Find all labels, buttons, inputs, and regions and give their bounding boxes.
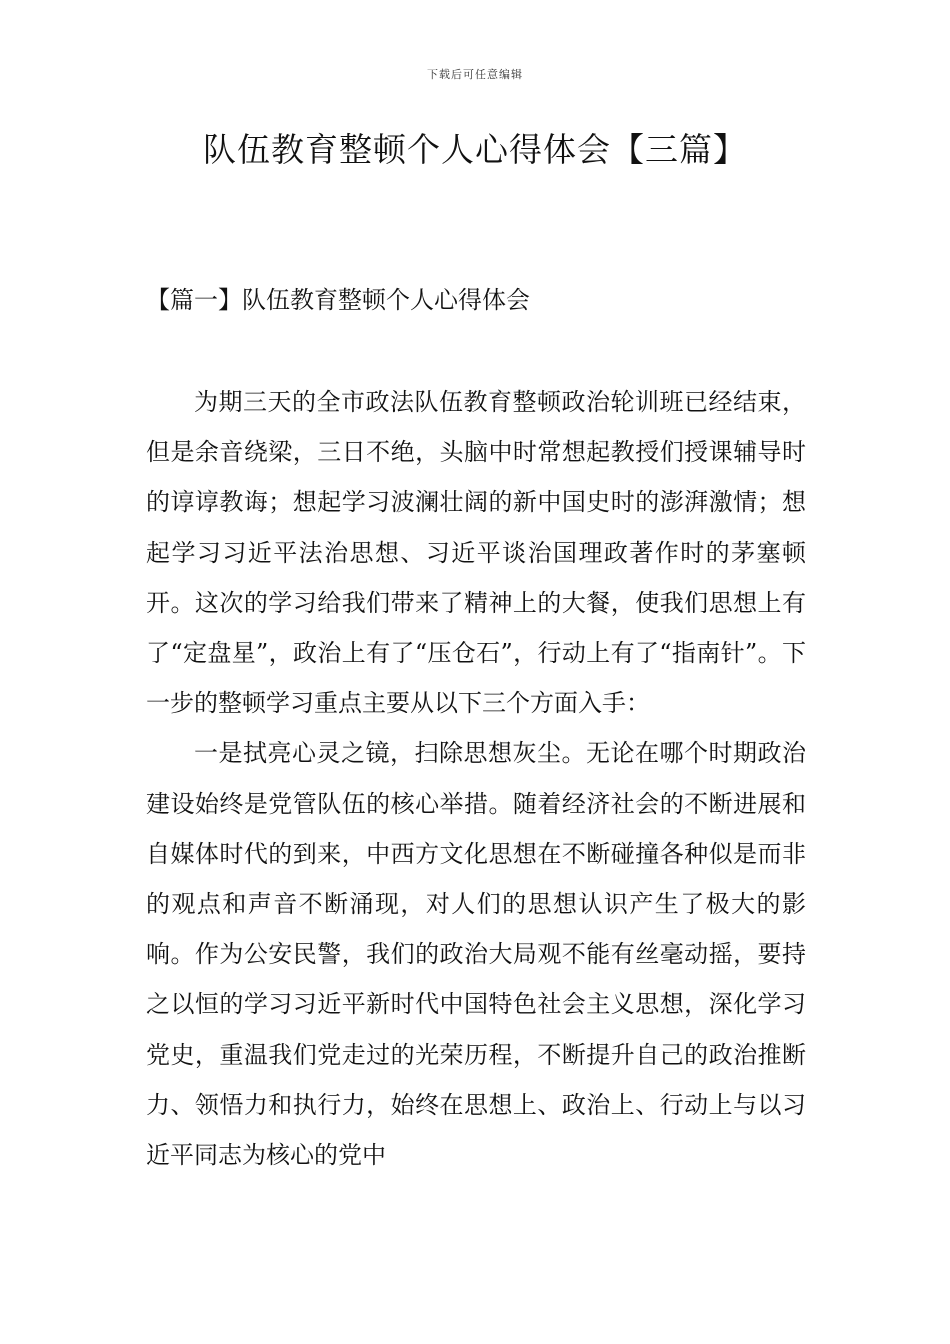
section-heading: 【篇一】队伍教育整顿个人心得体会 <box>146 286 530 314</box>
body-text <box>146 377 806 1180</box>
header-note: 下载后可任意编辑 <box>427 68 523 81</box>
paragraph: 为期三天的全市政法队伍教育整顿政治轮训班已经结束，但是余音绕梁，三日不绝，头脑中时常想起教授们授课辅导时的谆谆教诲；想起学习波澜壮阔的新中国史时的澎湃激情；想起学习习近平法治思想、习近平谈治国理政著作时的茅塞顿开。这次的学习给我们带来了精神上的大餐，使我们思想上有了“定盘星”，政治上有了“压仓石”，行动上有了“指南针”。下一步的整顿学习重点主要从以下三个方面入手： <box>146 388 806 718</box>
paragraph: 一是拭亮心灵之镜，扫除思想灰尘。无论在哪个时期政治建设始终是党管队伍的核心举措。随着经济社会的不断进展和自媒体时代的到来，中西方文化思想在不断碰撞各种似是而非的观点和声音不断涌现，对人们的思想认识产生了极大的影响。作为公安民警，我们的政治大局观不能有丝毫动摇，要持之以恒的学习习近平新时代中国特色社会主义思想，深化学习党史，重温我们党走过的光荣历程，不断提升自己的政治推断力、领悟力和执行力，始终在思想上、政治上、行动上与以习近平同志为核心的党中 <box>146 739 806 1170</box>
document-title: 队伍教育整顿个人心得体会【三篇】 <box>203 130 747 169</box>
